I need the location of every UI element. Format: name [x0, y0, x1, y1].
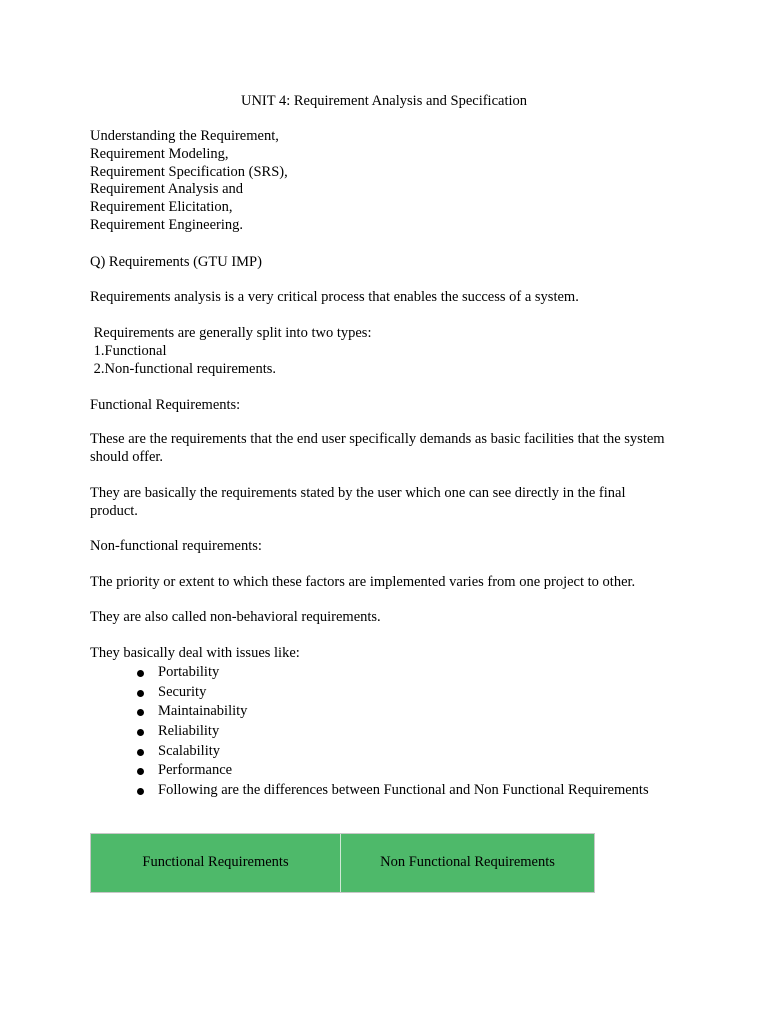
comparison-table-header [90, 833, 595, 893]
list-item-text: Portability [158, 664, 220, 680]
issues-bullet-list [135, 663, 755, 801]
table-header-cell: Functional Requirements [91, 834, 341, 892]
list-item [135, 761, 755, 781]
bullet-icon [137, 768, 144, 775]
functional-paragraph-1: These are the requirements that the end user specifically demands as basic facilities that the system should offer. [90, 431, 665, 465]
bullet-icon [137, 788, 144, 795]
list-item [135, 683, 755, 703]
non-functional-paragraph-2: They are also called non-behavioral requirements. [90, 609, 381, 625]
functional-heading: Functional Requirements: [90, 397, 241, 413]
requirement-types [90, 325, 690, 378]
types-lead: Requirements are generally split into two types: [90, 325, 372, 341]
list-item [135, 663, 755, 683]
topic-list [90, 128, 690, 235]
list-item-text: Reliability [158, 723, 220, 740]
list-item [135, 742, 755, 762]
question-heading: Q) Requirements (GTU IMP) [90, 254, 262, 270]
non-functional-paragraph-3: They basically deal with issues like: [90, 645, 300, 661]
list-item-text: Security [158, 683, 207, 700]
list-item-text: Performance [158, 762, 233, 779]
list-item [135, 722, 755, 742]
topic-item: Requirement Elicitation, [90, 199, 233, 216]
list-item-text: Maintainability [158, 703, 248, 720]
topic-item: Requirement Modeling, [90, 145, 229, 162]
non-functional-paragraph-1: The priority or extent to which these factors are implemented varies from one project to other. [90, 574, 636, 590]
table-header-cell: Non Functional Requirements [380, 854, 555, 871]
bullet-icon [137, 749, 144, 756]
intro-paragraph: Requirements analysis is a very critical process that enables the success of a system. [90, 289, 579, 305]
list-item [135, 781, 755, 801]
bullet-icon [137, 709, 144, 716]
list-item [135, 702, 755, 722]
non-functional-heading: Non-functional requirements: [90, 538, 262, 554]
type-item: 2.Non-functional requirements. [90, 360, 277, 377]
list-item-text: Scalability [158, 742, 221, 759]
bullet-icon [137, 670, 144, 677]
list-item-text: Following are the differences between Functional and Non Functional Requirements [158, 782, 649, 799]
topic-item: Requirement Analysis and [90, 181, 244, 198]
topic-item: Requirement Engineering. [90, 216, 244, 233]
topic-item: Requirement Specification (SRS), [90, 163, 288, 180]
bullet-icon [137, 690, 144, 697]
functional-paragraph-2: They are basically the requirements stated by the user which one can see directly in the final product. [90, 485, 626, 519]
type-item: 1.Functional [90, 342, 167, 359]
topic-item: Understanding the Requirement, [90, 128, 279, 144]
document-title: UNIT 4: Requirement Analysis and Specification [240, 93, 528, 109]
bullet-icon [137, 729, 144, 736]
